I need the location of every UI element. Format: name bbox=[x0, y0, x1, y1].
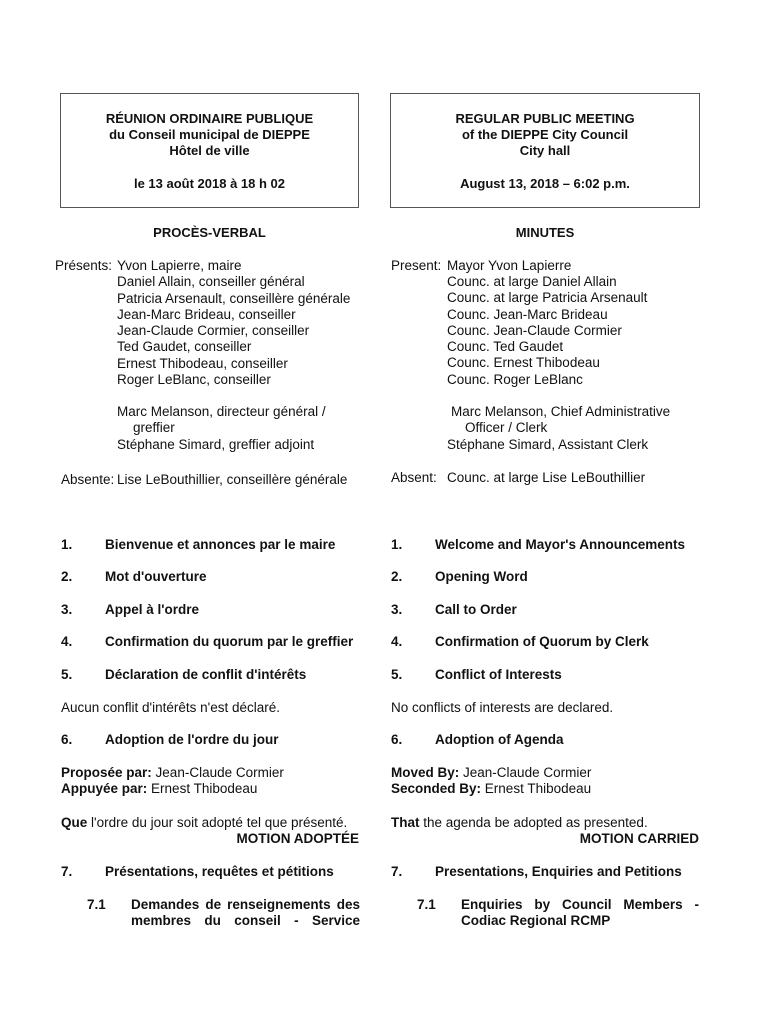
resolution-lead: Que bbox=[61, 815, 88, 830]
present-item: Jean-Marc Brideau, conseiller bbox=[117, 306, 296, 322]
item6-label-fr: Adoption de l'ordre du jour bbox=[105, 732, 279, 747]
present-list-fr bbox=[117, 258, 350, 388]
header-title-fr: RÉUNION ORDINAIRE PUBLIQUE bbox=[105, 111, 314, 126]
present-item: Counc. Jean-Claude Cormier bbox=[447, 322, 622, 338]
present-item: Ted Gaudet, conseiller bbox=[117, 339, 252, 355]
present-item: Counc. Roger LeBlanc bbox=[447, 371, 583, 387]
moved-name: Jean-Claude Cormier bbox=[463, 765, 592, 780]
item-label-fr: Bienvenue et annonces par le maire bbox=[105, 537, 336, 552]
header-date-fr: le 13 août 2018 à 18 h 02 bbox=[133, 176, 286, 191]
present-item: Daniel Allain, conseiller général bbox=[117, 274, 305, 290]
absent-name-en: Counc. at large Lise LeBouthillier bbox=[447, 470, 646, 485]
mover-block-fr bbox=[61, 765, 284, 798]
item-label-fr: Confirmation du quorum par le greffier bbox=[105, 634, 354, 649]
resolution-text: l'ordre du jour soit adopté tel que présenté. bbox=[87, 815, 348, 830]
header-subtitle-fr: du Conseil municipal de DIEPPE bbox=[109, 127, 310, 142]
item-num-en: 4. bbox=[391, 634, 403, 649]
item-label-fr: Appel à l'ordre bbox=[105, 602, 199, 617]
moved-label: Proposée par: bbox=[61, 765, 152, 780]
item-label-fr: Déclaration de conflit d'intérêts bbox=[105, 667, 307, 682]
absent-label-fr: Absente: bbox=[61, 472, 115, 487]
header-place-en: City hall bbox=[519, 143, 571, 158]
resolution-lead: That bbox=[391, 815, 420, 830]
staff-fr bbox=[117, 404, 326, 453]
seconded-name: Ernest Thibodeau bbox=[151, 781, 258, 797]
header-title-en: REGULAR PUBLIC MEETING bbox=[455, 111, 635, 126]
heading-en: MINUTES bbox=[515, 225, 575, 240]
item6-num-en: 6. bbox=[391, 732, 403, 747]
present-item: Roger LeBlanc, conseiller bbox=[117, 372, 271, 388]
item-num-fr: 3. bbox=[61, 602, 73, 617]
motion-status: MOTION ADOPTÉE bbox=[236, 831, 359, 847]
staff-director-cont: Officer / Clerk bbox=[465, 420, 548, 436]
present-item: Ernest Thibodeau, conseiller bbox=[117, 355, 288, 371]
item71-label-en bbox=[461, 897, 699, 930]
item7-num-en: 7. bbox=[391, 864, 403, 879]
staff-assistant: Stéphane Simard, Assistant Clerk bbox=[447, 436, 649, 452]
seconded-label: Appuyée par: bbox=[61, 781, 148, 797]
staff-en bbox=[447, 404, 670, 453]
seconded-label: Seconded By: bbox=[391, 781, 482, 797]
present-item: Counc. Ted Gaudet bbox=[447, 339, 564, 355]
moved-name: Jean-Claude Cormier bbox=[155, 765, 284, 780]
item71-line2: Codiac Regional RCMP bbox=[461, 913, 611, 929]
item6-num-fr: 6. bbox=[61, 732, 73, 747]
item6-label-en: Adoption of Agenda bbox=[435, 732, 564, 747]
absent-name-fr: Lise LeBouthillier, conseillère générale bbox=[117, 472, 348, 487]
present-label-fr: Présents: bbox=[55, 258, 113, 273]
item71-line2: membres du conseil - Service bbox=[131, 913, 360, 929]
item-num-fr: 5. bbox=[61, 667, 73, 682]
item71-line1: Demandes de renseignements des bbox=[131, 897, 360, 912]
present-item: Yvon Lapierre, maire bbox=[117, 258, 242, 273]
present-item: Patricia Arsenault, conseillère générale bbox=[117, 290, 351, 306]
moved-label: Moved By: bbox=[391, 765, 460, 780]
staff-director-cont: greffier bbox=[133, 420, 175, 436]
item-num-fr: 1. bbox=[61, 537, 73, 552]
item-label-en: Opening Word bbox=[435, 569, 528, 584]
conflict-text-fr: Aucun conflit d'intérêts n'est déclaré. bbox=[61, 700, 281, 715]
item71-label-fr bbox=[131, 897, 360, 930]
item-num-fr: 4. bbox=[61, 634, 73, 649]
present-item: Jean-Claude Cormier, conseiller bbox=[117, 323, 310, 339]
seconded-name: Ernest Thibodeau bbox=[484, 781, 592, 797]
item-label-en: Confirmation of Quorum by Clerk bbox=[435, 634, 649, 649]
item-label-en: Conflict of Interests bbox=[435, 667, 562, 682]
header-subtitle-en: of the DIEPPE City Council bbox=[461, 127, 629, 142]
resolution-en bbox=[391, 815, 699, 848]
resolution-text: the agenda be adopted as presented. bbox=[419, 815, 648, 830]
absent-label-en: Absent: bbox=[391, 470, 437, 485]
item-num-en: 2. bbox=[391, 569, 403, 584]
header-box-en bbox=[390, 93, 700, 208]
mover-block-en bbox=[391, 765, 591, 798]
staff-director: Marc Melanson, directeur général / bbox=[117, 404, 326, 419]
item71-num-en: 7.1 bbox=[417, 897, 436, 912]
item7-num-fr: 7. bbox=[61, 864, 73, 879]
resolution-fr bbox=[61, 815, 359, 848]
item-num-en: 3. bbox=[391, 602, 403, 617]
header-date-en: August 13, 2018 – 6:02 p.m. bbox=[460, 176, 630, 191]
item7-label-fr: Présentations, requêtes et pétitions bbox=[105, 864, 334, 879]
item-label-en: Welcome and Mayor's Announcements bbox=[435, 537, 686, 552]
item-num-en: 5. bbox=[391, 667, 403, 682]
present-item: Counc. at large Daniel Allain bbox=[447, 274, 617, 289]
item-num-fr: 2. bbox=[61, 569, 73, 584]
item71-num-fr: 7.1 bbox=[87, 897, 106, 912]
header-place-fr: Hôtel de ville bbox=[169, 143, 250, 158]
conflict-text-en: No conflicts of interests are declared. bbox=[391, 700, 614, 715]
item71-line1: Enquiries by Council Members - bbox=[461, 897, 699, 912]
staff-assistant: Stéphane Simard, greffier adjoint bbox=[117, 436, 315, 452]
item7-label-en: Presentations, Enquiries and Petitions bbox=[435, 864, 682, 879]
item-label-fr: Mot d'ouverture bbox=[105, 569, 207, 584]
present-label-en: Present: bbox=[391, 258, 442, 273]
header-box-fr bbox=[60, 93, 359, 208]
present-list-en bbox=[447, 274, 647, 388]
motion-status: MOTION CARRIED bbox=[579, 831, 699, 847]
item-label-en: Call to Order bbox=[435, 602, 517, 617]
staff-director: Marc Melanson, Chief Administrative bbox=[451, 404, 671, 419]
present-item: Counc. Jean-Marc Brideau bbox=[447, 306, 608, 322]
heading-fr: PROCÈS-VERBAL bbox=[153, 225, 266, 240]
present-first-en: Mayor Yvon Lapierre bbox=[447, 258, 572, 273]
present-item: Counc. Ernest Thibodeau bbox=[447, 355, 600, 371]
item-num-en: 1. bbox=[391, 537, 403, 552]
present-item: Counc. at large Patricia Arsenault bbox=[447, 290, 648, 306]
